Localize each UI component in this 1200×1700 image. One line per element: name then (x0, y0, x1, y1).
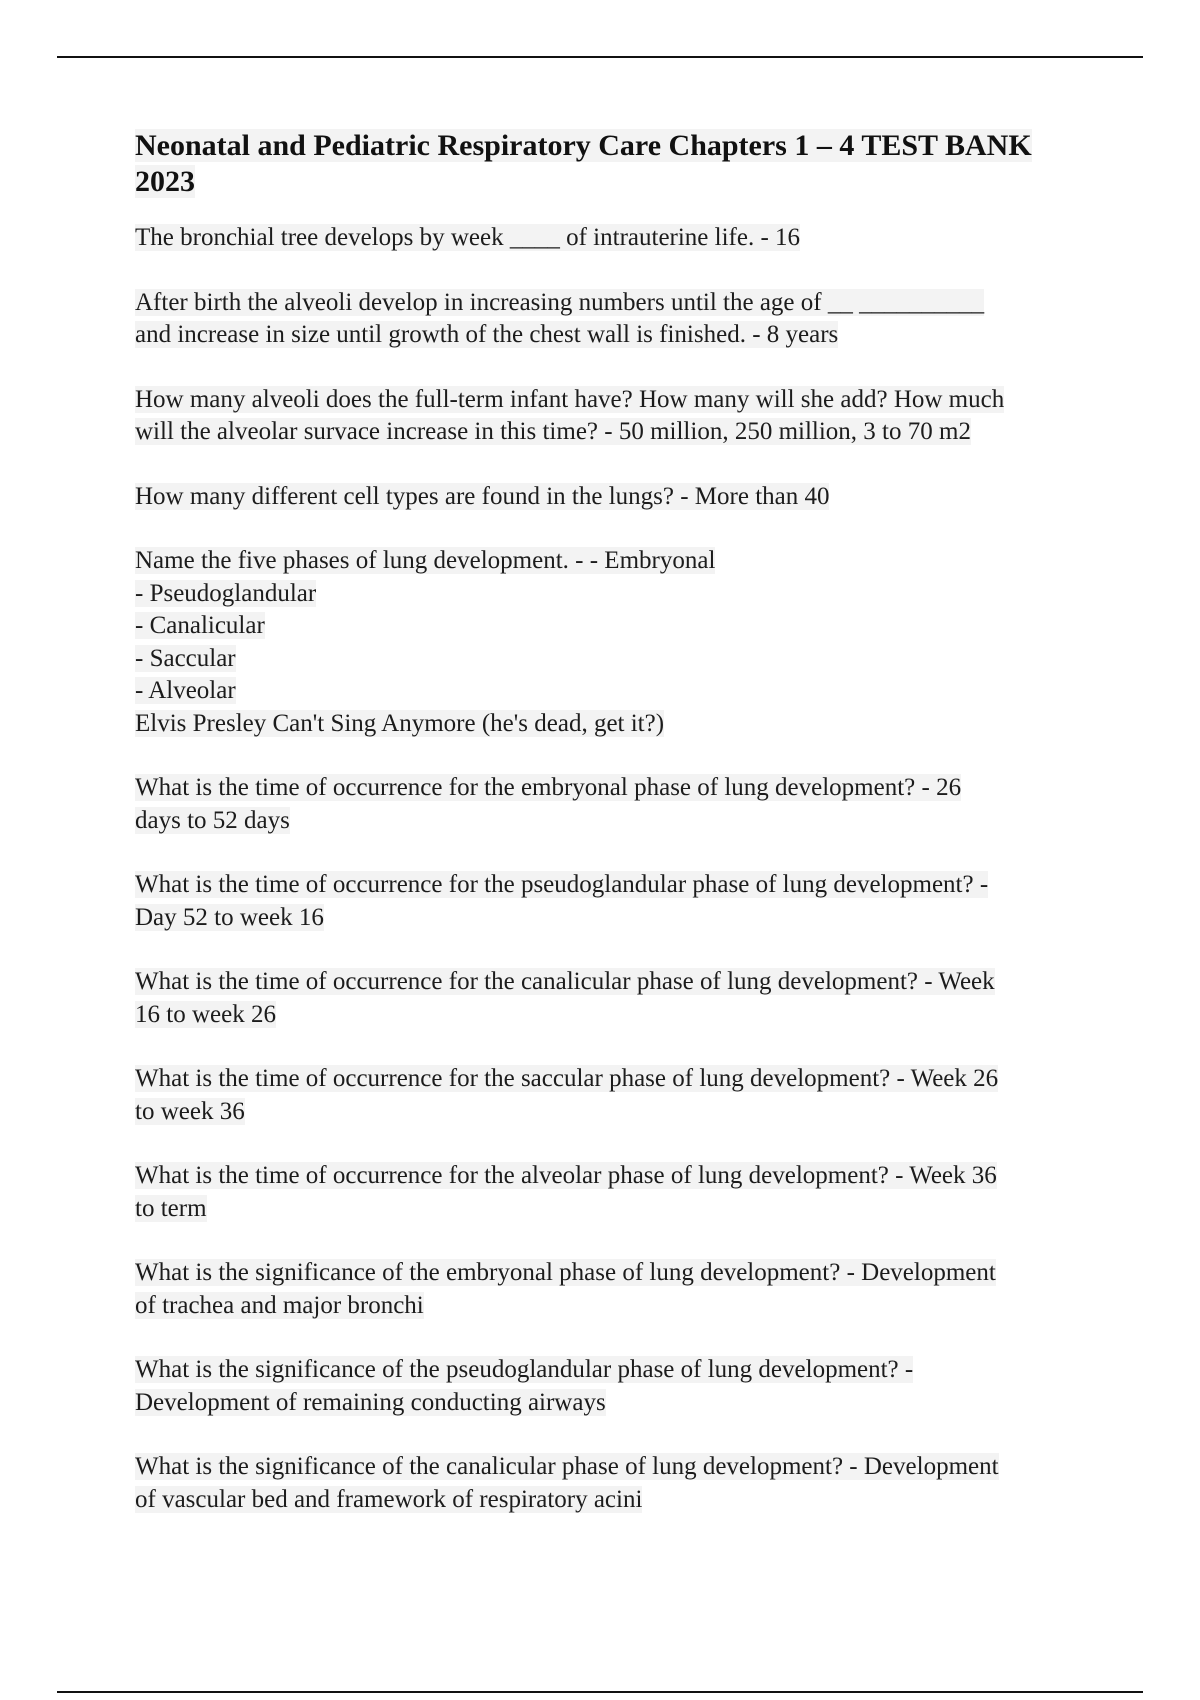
title-line: 2023 (135, 165, 195, 198)
qa-line: and increase in size until growth of the chest wall is finished. - 8 years (135, 321, 839, 348)
qa-item-bronchial-tree (135, 222, 1125, 255)
qa-item-alveoli-age (135, 287, 1125, 352)
qa-item-alveolar-time (135, 1160, 1125, 1225)
title-line: Neonatal and Pediatric Respiratory Care Chapters 1 – 4 TEST BANK (135, 129, 1032, 162)
document-title (135, 128, 1125, 200)
qa-line: of trachea and major bronchi (135, 1291, 424, 1319)
qa-item-five-phases (135, 545, 1125, 740)
qa-line: After birth the alveoli develop in increasing numbers until the age of __ __________ (135, 288, 985, 316)
qa-line: What is the time of occurrence for the pseudoglandular phase of lung development? - (135, 871, 989, 898)
qa-line: What is the significance of the embryonal phase of lung development? - Development (135, 1259, 996, 1286)
qa-line: The bronchial tree develops by week ____ of intrauterine life. - 16 (135, 224, 801, 251)
qa-line: - Pseudoglandular (135, 579, 317, 607)
qa-line: What is the time of occurrence for the alveolar phase of lung development? - Week 36 (135, 1162, 997, 1189)
qa-item-alveoli-count (135, 384, 1125, 449)
qa-line: to week 36 (135, 1097, 245, 1125)
qa-line: to term (135, 1194, 207, 1222)
qa-item-embryonal-significance (135, 1257, 1125, 1322)
qa-item-pseudoglandular-significance (135, 1354, 1125, 1419)
qa-line: Elvis Presley Can't Sing Anymore (he's dead, get it?) (135, 709, 665, 737)
qa-line: Name the five phases of lung development. - - Embryonal (135, 547, 716, 574)
qa-line: of vascular bed and framework of respiratory acini (135, 1485, 643, 1513)
qa-line: What is the significance of the canalicular phase of lung development? - Development (135, 1453, 999, 1480)
qa-item-cell-types (135, 481, 1125, 514)
qa-line: How many alveoli does the full-term infant have? How many will she add? How much (135, 385, 1005, 413)
qa-item-canalicular-time (135, 966, 1125, 1031)
qa-line: - Saccular (135, 644, 236, 672)
qa-line: 16 to week 26 (135, 1000, 276, 1028)
qa-line: What is the significance of the pseudoglandular phase of lung development? - (135, 1356, 914, 1383)
qa-item-embryonal-time (135, 772, 1125, 837)
qa-line: What is the time of occurrence for the embryonal phase of lung development? - 26 (135, 774, 962, 801)
qa-line: Development of remaining conducting airways (135, 1388, 606, 1416)
footer-rule (57, 1691, 1143, 1693)
qa-line: will the alveolar survace increase in this time? - 50 million, 250 million, 3 to 70 m2 (135, 418, 971, 445)
document-body (135, 128, 1125, 1548)
qa-item-saccular-time (135, 1063, 1125, 1128)
qa-line: What is the time of occurrence for the saccular phase of lung development? - Week 26 (135, 1065, 999, 1092)
qa-line: - Alveolar (135, 677, 236, 704)
qa-line: Day 52 to week 16 (135, 903, 324, 931)
qa-item-pseudoglandular-time (135, 869, 1125, 934)
qa-line: days to 52 days (135, 806, 290, 834)
qa-line: - Canalicular (135, 612, 265, 639)
header-rule (57, 56, 1143, 58)
qa-item-canalicular-significance (135, 1451, 1125, 1516)
qa-line: What is the time of occurrence for the canalicular phase of lung development? - Week (135, 968, 995, 995)
qa-line: How many different cell types are found in the lungs? - More than 40 (135, 482, 830, 510)
